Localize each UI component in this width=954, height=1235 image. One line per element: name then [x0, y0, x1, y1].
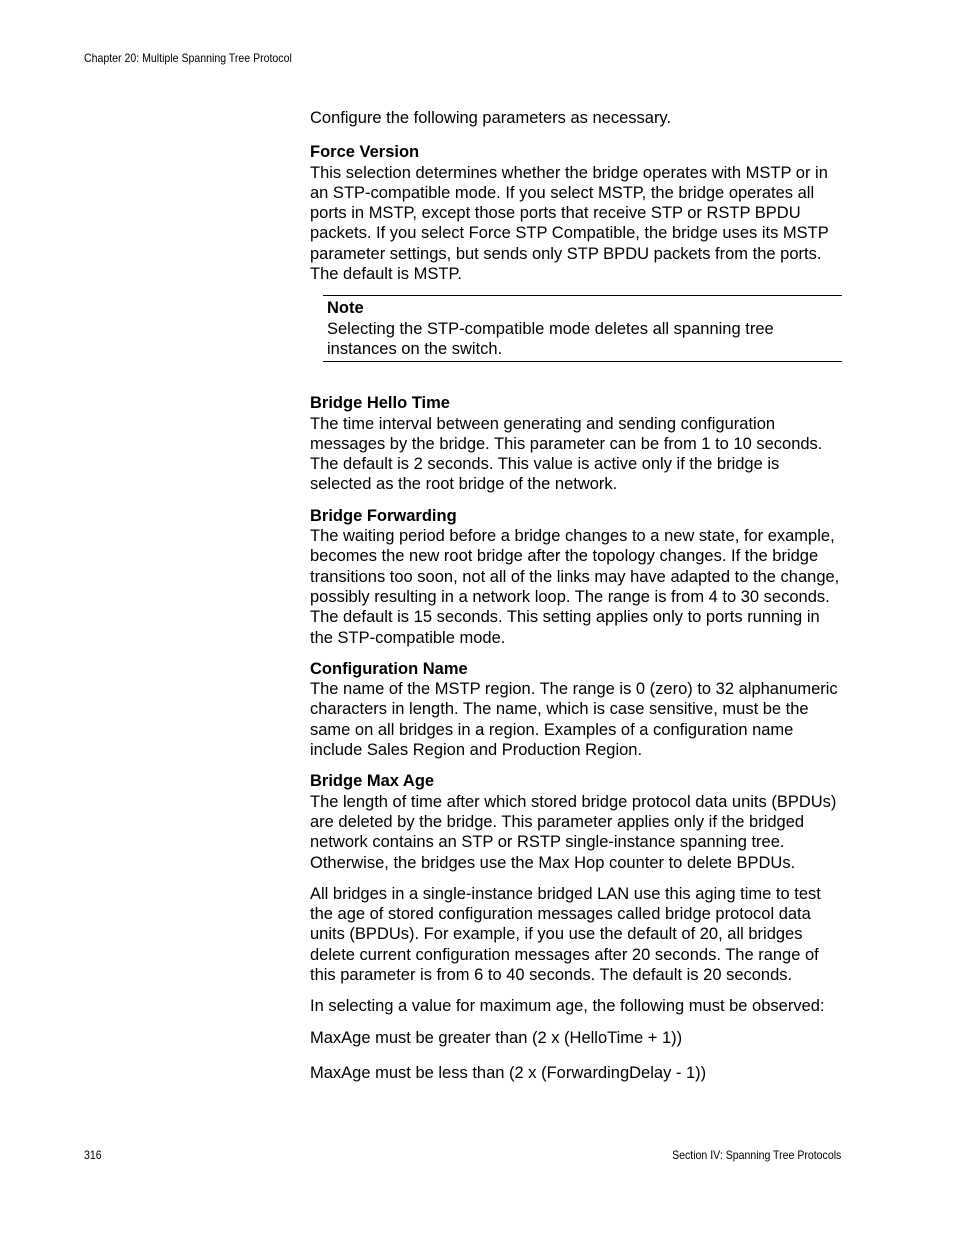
param-paragraph: All bridges in a single-instance bridged LAN use this aging time to test the age of stored configuration messages called bridge protocol data units (BPDUs). For example, if you use the default of 20, all bridges delete current configuration messages after 20 seconds. The range of this parameter is from 6 to 40 seconds. The default is 20 seconds. — [310, 884, 821, 984]
param-title: Bridge Forwarding — [310, 506, 457, 525]
running-header: Chapter 20: Multiple Spanning Tree Protocol — [84, 51, 292, 65]
param-description: The name of the MSTP region. The range is 0 (zero) to 32 alphanumeric characters in length. The name, which is case sensitive, must be the same on all bridges in a region. Examples of a configuration name include Sales Region and Production Region. — [310, 680, 838, 760]
param-bridge-max-age — [310, 771, 842, 1083]
param-bridge-hello-time — [310, 393, 842, 494]
note-box — [323, 295, 842, 362]
param-description: The time interval between generating and sending configuration messages by the bridge. This parameter can be from 1 to 10 seconds. The default is 2 seconds. This value is active only if the bridge is selected as the root bridge of the network. — [310, 414, 823, 494]
param-description: This selection determines whether the bridge operates with MSTP or in an STP-compatible mode. If you select MSTP, the bridge operates all ports in MSTP, except those ports that receive STP or RSTP BPDU packets. If you select Force STP Compatible, the bridge uses its MSTP parameter settings, but sends only STP BPDU packets from the ports. The default is MSTP. — [310, 163, 829, 284]
param-title: Bridge Hello Time — [310, 394, 450, 413]
max-age-rule-greater: MaxAge must be greater than (2 x (HelloTime + 1)) — [310, 1028, 683, 1047]
param-title: Configuration Name — [310, 659, 468, 678]
main-content — [310, 108, 842, 1094]
param-title: Bridge Max Age — [310, 772, 435, 791]
page-number: 316 — [84, 1148, 102, 1162]
note-title: Note — [327, 299, 364, 318]
note-body: Selecting the STP-compatible mode deletes all spanning tree instances on the switch. — [327, 319, 774, 358]
param-title: Force Version — [310, 143, 420, 162]
running-footer-section: Section IV: Spanning Tree Protocols — [671, 1148, 841, 1162]
param-description: The waiting period before a bridge changes to a new state, for example, becomes the new root bridge after the topology changes. If the bridge transitions too soon, not all of the links may have adapted to the change, possibly resulting in a network loop. The range is from 4 to 30 seconds. The default is 15 seconds. This setting applies only to ports running in the STP-compatible mode. — [310, 527, 840, 647]
intro-text: Configure the following parameters as necessary. — [310, 109, 672, 127]
param-configuration-name — [310, 659, 842, 760]
param-description: The length of time after which stored bridge protocol data units (BPDUs) are deleted by the bridge. This parameter applies only if the bridged network contains an STP or RSTP single-instance spanning tree. Otherwise, the bridges use the Max Hop counter to delete BPDUs. — [310, 792, 837, 872]
param-paragraph: In selecting a value for maximum age, the following must be observed: — [310, 997, 825, 1016]
max-age-rule-less: MaxAge must be less than (2 x (ForwardingDelay - 1)) — [310, 1063, 707, 1082]
param-force-version — [310, 142, 842, 284]
param-bridge-forwarding — [310, 506, 842, 648]
